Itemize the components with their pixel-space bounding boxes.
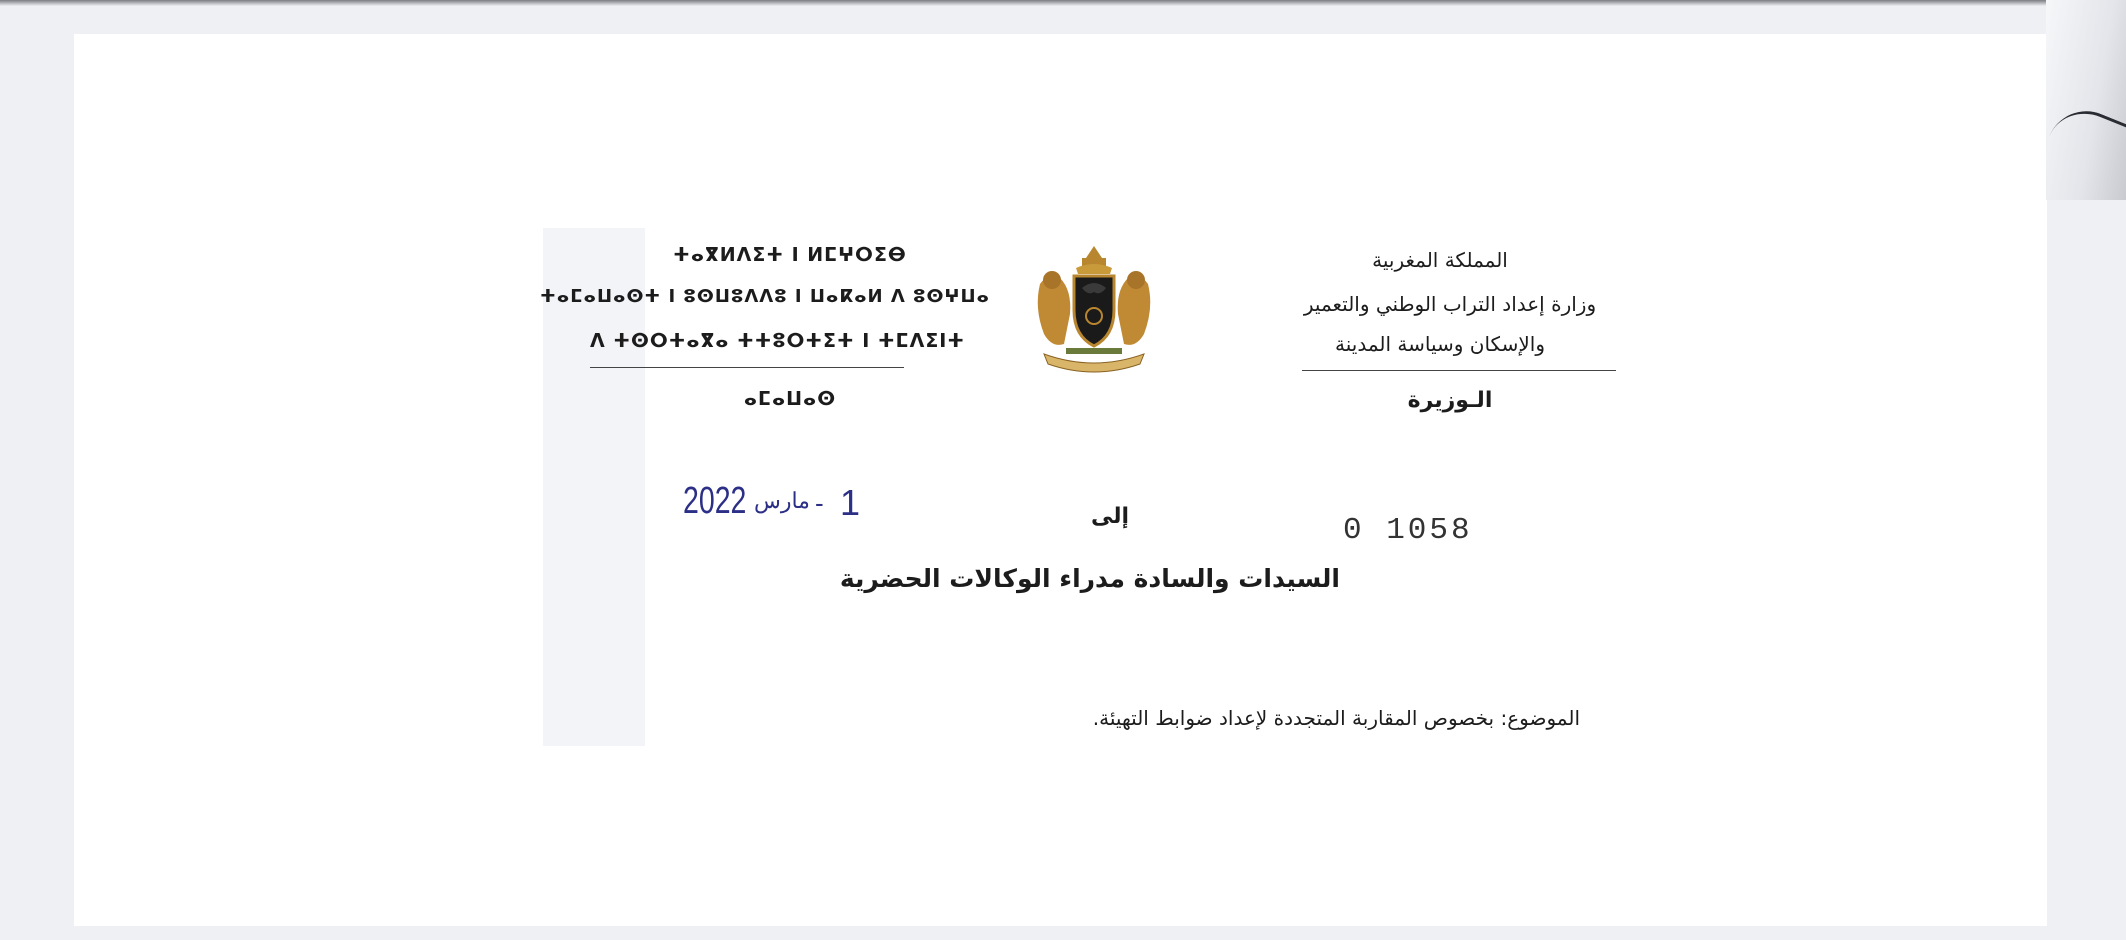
- left-header-rule: [590, 367, 904, 368]
- right-header-rule: [1302, 370, 1616, 371]
- stamp-year: 2022: [683, 480, 747, 522]
- ministry-name-line1: وزارة إعداد التراب الوطني والتعمير: [1303, 292, 1597, 316]
- minister-title: الـوزيرة: [1407, 388, 1493, 413]
- kingdom-name: المملكة المغربية: [1372, 248, 1508, 272]
- tifinagh-kingdom: ⵜⴰⴳⵍⴷⵉⵜ ⵏ ⵍⵎⵖⵔⵉⴱ: [673, 244, 907, 266]
- tifinagh-ministry-line2: ⴷ ⵜⵙⵔⵜⴰⴳⴰ ⵜⵜⵓⵔⵜⵉⵜ ⵏ ⵜⵎⴷⵉⵏⵜ: [590, 330, 966, 352]
- stamp-month: مارس: [754, 488, 810, 513]
- scan-top-shadow: [0, 0, 2126, 6]
- stamp-day: 1: [840, 482, 861, 523]
- ministry-name-line2: والإسكان وسياسة المدينة: [1335, 332, 1545, 356]
- royal-coat-of-arms-icon: [1030, 244, 1158, 378]
- recipient-names: السيدات والسادة مدراء الوكالات الحضرية: [839, 564, 1340, 593]
- tifinagh-ministry-line1: ⵜⴰⵎⴰⵡⴰⵙⵜ ⵏ ⵓⵙⵡⵓⴷⴷⵓ ⵏ ⵡⴰⴽⴰⵍ ⴷ ⵓⵙⵖⵡⴰ: [540, 286, 991, 307]
- tifinagh-minister-title: ⴰⵎⴰⵡⴰⵙ: [743, 388, 837, 410]
- reference-number: 0 1058: [1343, 513, 1473, 548]
- recipient-to: إلى: [1090, 504, 1130, 529]
- subject-line: الموضوع: بخصوص المقاربة المتجددة لإعداد ضوابط التهيئة.: [1092, 706, 1580, 730]
- stamp-dash: -: [815, 488, 824, 518]
